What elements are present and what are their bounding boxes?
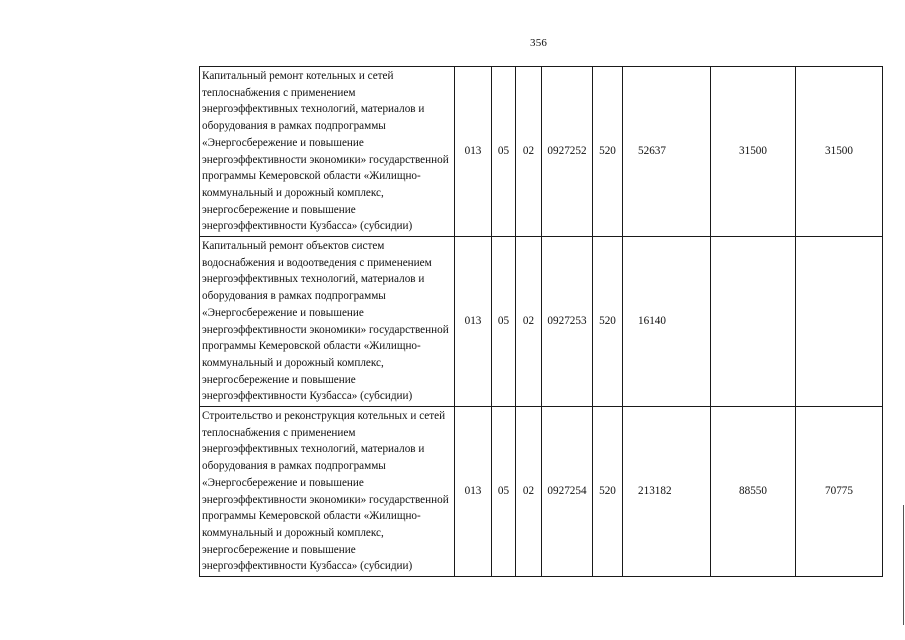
subsection-code: 02: [516, 407, 542, 577]
expense-type-code: 520: [593, 407, 623, 577]
amount-year-3: [796, 237, 883, 407]
target-article-code: 0927252: [542, 67, 593, 237]
section-code: 05: [492, 67, 516, 237]
budget-table: [199, 66, 883, 577]
amount-year-2: [711, 237, 796, 407]
section-code: 05: [492, 407, 516, 577]
target-article-code: 0927253: [542, 237, 593, 407]
row-description: Капитальный ремонт объектов систем водоснабжения и водоотведения с применением энергоэффективных технологий, материалов и оборудования в рамках подпрограммы «Энергосбережение и повышение энергоэффективности экономики» государственной программы Кемеровской области «Жилищно-коммунальный и дорожный комплекс, энергосбережение и повышение энергоэффективности Кузбасса» (субсидии): [200, 237, 455, 407]
subsection-code: 02: [516, 237, 542, 407]
section-code: 05: [492, 237, 516, 407]
amount-year-3: 70775: [796, 407, 883, 577]
target-article-code: 0927254: [542, 407, 593, 577]
expense-type-code: 520: [593, 67, 623, 237]
amount-year-2: 31500: [711, 67, 796, 237]
scan-edge-line: [903, 505, 904, 625]
amount-year-2: 88550: [711, 407, 796, 577]
table-row: [200, 237, 883, 407]
amount-year-1: 16140: [623, 237, 711, 407]
ministry-code: 013: [455, 237, 492, 407]
subsection-code: 02: [516, 67, 542, 237]
expense-type-code: 520: [593, 237, 623, 407]
page-number: 356: [530, 37, 548, 49]
table-row: [200, 67, 883, 237]
amount-year-1: 213182: [623, 407, 711, 577]
amount-year-3: 31500: [796, 67, 883, 237]
row-description: Капитальный ремонт котельных и сетей теплоснабжения с применением энергоэффективных технологий, материалов и оборудования в рамках подпрограммы «Энергосбережение и повышение энергоэффективности экономики» государственной программы Кемеровской области «Жилищно-коммунальный и дорожный комплекс, энергосбережение и повышение энергоэффективности Кузбасса» (субсидии): [200, 67, 455, 237]
ministry-code: 013: [455, 67, 492, 237]
amount-year-1: 52637: [623, 67, 711, 237]
table-row: [200, 407, 883, 577]
ministry-code: 013: [455, 407, 492, 577]
row-description: Строительство и реконструкция котельных и сетей теплоснабжения с применением энергоэффективных технологий, материалов и оборудования в рамках подпрограммы «Энергосбережение и повышение энергоэффективности экономики» государственной программы Кемеровской области «Жилищно-коммунальный и дорожный комплекс, энергосбережение и повышение энергоэффективности Кузбасса» (субсидии): [200, 407, 455, 577]
